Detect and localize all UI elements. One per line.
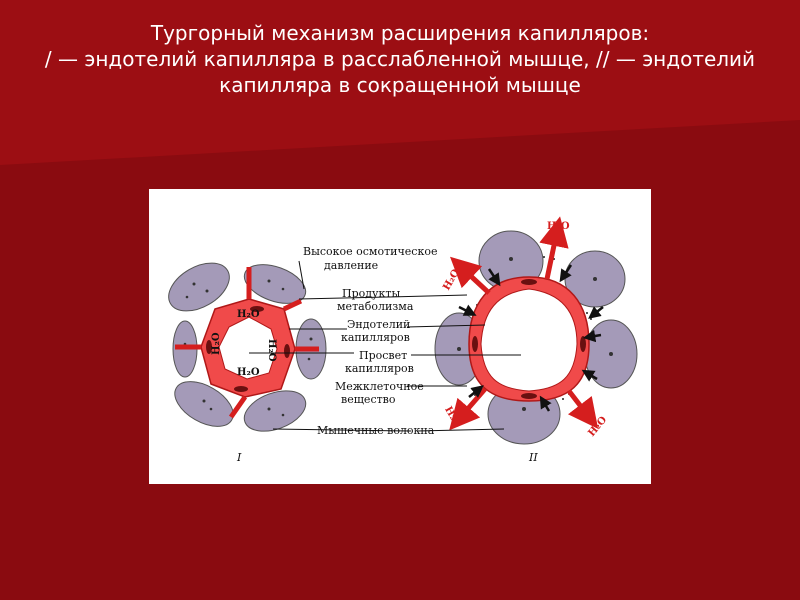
label-metabolites: метаболизма: [337, 300, 414, 313]
panel-right-label: II: [529, 451, 538, 464]
label-muscle-fibers: Мышечные волокна: [317, 424, 435, 437]
label-endothelium: Эндотелий: [347, 318, 411, 331]
label-intercellular-substance: Межклеточное: [335, 380, 424, 393]
label-intercellular-substance: вещество: [341, 393, 396, 406]
title-line-3: капилляра в сокращенной мышце: [219, 73, 581, 97]
h2o-label: H₂O: [237, 367, 260, 378]
label-lumen: Просвет: [359, 349, 408, 362]
title-line-1: Тургорный механизм расширения капилляров:: [150, 21, 650, 45]
capillary-right: [469, 277, 589, 401]
label-endothelium: капилляров: [341, 331, 410, 344]
panel-left-label: I: [237, 451, 242, 464]
label-lumen: капилляров: [345, 362, 414, 375]
panel-left-diagram: [160, 253, 326, 464]
slide-title: [30, 20, 770, 98]
capillary-diagram: [149, 189, 651, 484]
label-osmotic-pressure: давление: [324, 259, 379, 272]
label-metabolites: Продукты: [342, 287, 401, 300]
h2o-label: H₂O: [211, 332, 222, 355]
h2o-label: H₂O: [442, 404, 464, 430]
title-line-2: / — эндотелий капилляра в расслабленной мышце, // — эндотелий: [44, 47, 756, 71]
h2o-label: H₂O: [266, 339, 277, 362]
h2o-label: H₂O: [586, 414, 610, 439]
h2o-label: H₂O: [237, 309, 260, 320]
h2o-label: H₂O: [547, 221, 570, 232]
label-osmotic-pressure: Высокое осмотическое: [303, 245, 438, 258]
panel-right-diagram: [435, 221, 637, 464]
h2o-label: H₂O: [441, 267, 463, 293]
